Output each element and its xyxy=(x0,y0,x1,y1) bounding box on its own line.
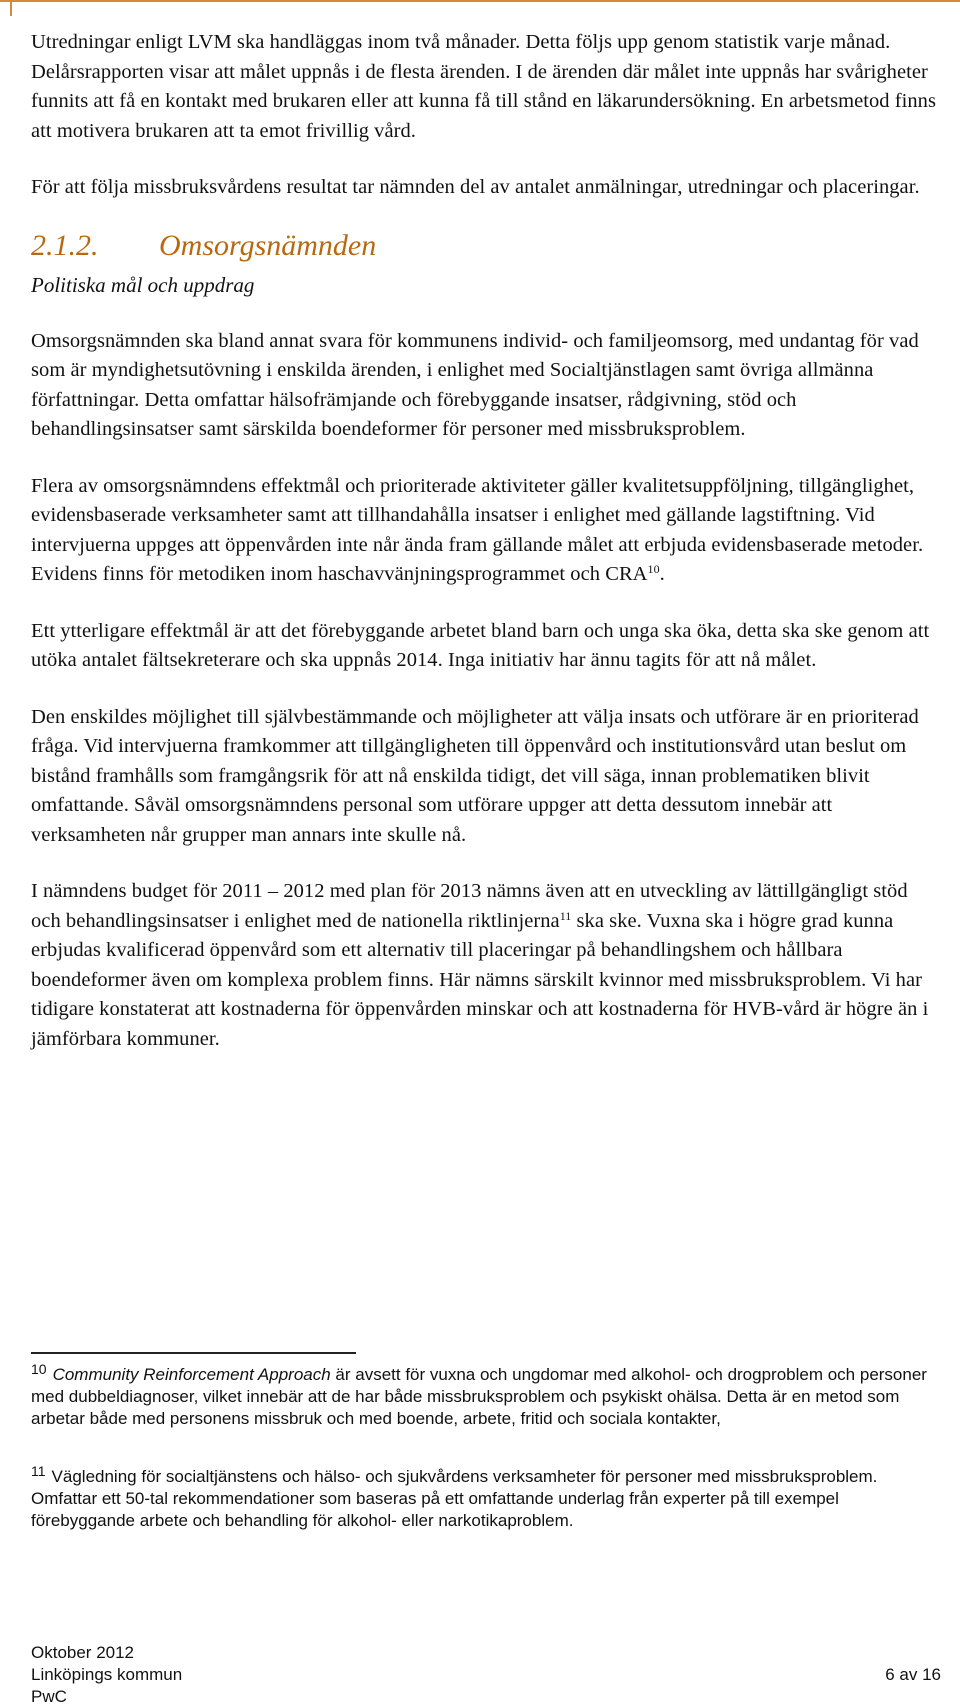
paragraph-results: För att följa missbruksvårdens resultat tar nämnden del av antalet anmälningar, utredningar och placeringar. xyxy=(31,176,920,198)
paragraph-budget xyxy=(31,877,941,1054)
page-corner-mark xyxy=(0,0,960,18)
footnote-11-mark: 11 xyxy=(31,1462,46,1479)
footnote-ref-11[interactable]: 11 xyxy=(559,908,572,923)
section-number: 2.1.2. xyxy=(31,228,99,262)
footnote-10-italic: Community Reinforcement Approach xyxy=(52,1364,331,1384)
footnote-10 xyxy=(31,1360,941,1430)
footnotes xyxy=(31,1352,941,1568)
footnote-11-text: Vägledning för socialtjänstens och hälso- och sjukvårdens verksamheter för personer med missbruksproblem. Omfattar ett 50-tal rekommendationer som baseras på ett omfattande underlag från experter på till exempel förebyggande arbete och behandling för alkohol- eller narkotikaproblem. xyxy=(31,1466,878,1530)
footnote-ref-10[interactable]: 10 xyxy=(647,562,660,576)
footer-organization: Linköpings kommun xyxy=(31,1665,183,1684)
paragraph-budget-text: I nämndens budget för 2011 – 2012 med plan för 2013 nämns även att en utveckling av lättillgängligt stöd och behandlingsinsatser i enlighet med de nationella riktlinjerna xyxy=(31,880,908,932)
footnote-10-text: är avsett för vuxna och ungdomar med alkohol- och drogproblem och personer med dubbeldiagnoser, vilket innebär att de har både missbruksproblem och psykiskt ohälsa. Detta är en metod som arbetar både med personens missbruk och med boende, arbete, fritid och sociala kontakter, xyxy=(31,1364,927,1428)
paragraph-responsibility: Omsorgsnämnden ska bland annat svara för kommunens individ- och familjeomsorg, med undantag för vad som är myndighetsutövning i enskilda ärenden, i enlighet med Socialtjänstlagen samt övriga allmänna författningar. Detta omfattar hälsofrämjande och förebyggande insatser, rådgivning, stöd och behandlingsinsatser samt särskilda boendeformer för personer med missbruksproblem. xyxy=(31,329,919,440)
paragraph-effect-goals-text: Flera av omsorgsnämndens effektmål och prioriterade aktiviteter gäller kvalitetsuppföljning, tillgänglighet, evidensbaserade verksamheter samt att tillhandahålla insatser i enlighet med gällande lagstiftning. Vid intervjuerna uppges att öppenvården inte når ända fram gällande målet att erbjuda evidensbaserade metoder. Evidens finns för metodiken inom haschavvänjningsprogrammet och CRA xyxy=(31,474,924,585)
paragraph-effect-goals xyxy=(31,472,941,590)
footnote-divider xyxy=(31,1352,356,1354)
paragraph-self-determination: Den enskildes möjlighet till självbestämmande och möjligheter att välja insats och utförare är en prioriterad fråga. Vid intervjuerna framkommer att tillgängligheten till öppenvård och institutionsvård utan beslut om bistånd framhålls som framgångsrik för att nå enskilda tidigt, det vill säga, innan problematiken blivit omfattande. Såväl omsorgsnämndens personal som utförare uppger att detta dessutom innebär att verksamheten når grupper man annars inte skulle nå. xyxy=(31,705,919,846)
page-number: 6 av 16 xyxy=(885,1665,941,1684)
paragraph-effect-goals-end: . xyxy=(659,563,665,585)
footer-date: Oktober 2012 xyxy=(31,1643,135,1662)
section-heading xyxy=(31,230,941,262)
section-title: Omsorgsnämnden xyxy=(159,228,377,262)
paragraph-lvm: Utredningar enligt LVM ska handläggas inom två månader. Detta följs upp genom statistik varje månad. Delårsrapporten visar att målet uppnås i de flesta ärenden. I de ärenden där målet inte uppnås har svårigheter funnits att få en kontakt med brukaren eller att kunna få till stånd en läkarundersökning. En arbetsmetod finns att motivera brukaren att ta emot frivillig vård. xyxy=(31,31,937,142)
footnote-11 xyxy=(31,1462,941,1532)
page-footer xyxy=(31,1642,941,1708)
footer-company: PwC xyxy=(31,1687,67,1706)
paragraph-budget-rest: ska ske. Vuxna ska i högre grad kunna erbjudas kvalificerad öppenvård som ett alternativ till placeringar på behandlingshem och hållbara boendeformer även om komplexa problem finns. Här nämns särskilt kvinnor med missbruksproblem. Vi har tidigare konstaterat att kostnaderna för öppenvården minskar och att kostnaderna för HVB-vård är högre än i jämförbara kommuner. xyxy=(31,909,929,1050)
paragraph-prevention: Ett ytterligare effektmål är att det förebyggande arbetet bland barn och unga ska öka, detta ska ske genom att utöka antalet fältsekreterare och ska uppnås 2014. Inga initiativ har ännu tagits för att nå målet. xyxy=(31,619,930,671)
footnote-10-mark: 10 xyxy=(31,1360,47,1377)
document-body xyxy=(31,28,941,1081)
section-subtitle: Politiska mål och uppdrag xyxy=(31,272,255,297)
